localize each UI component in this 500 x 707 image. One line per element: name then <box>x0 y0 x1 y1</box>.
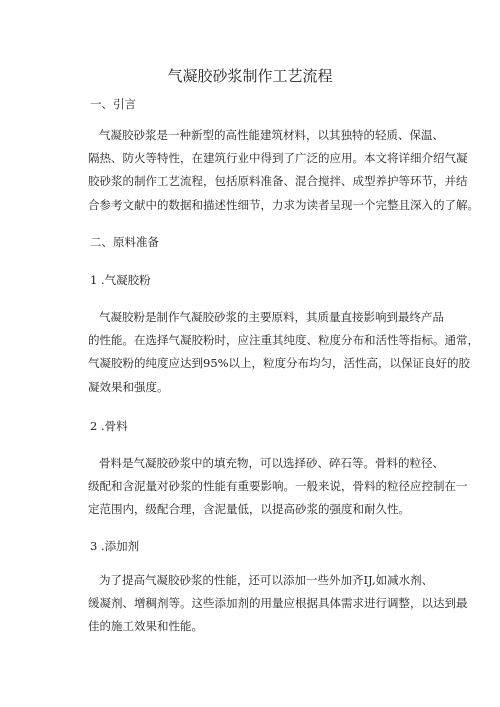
paragraph-line: 的性能。在选择气凝胶粉时，应注重其纯度、粒度分布和活性等指标。通常， <box>88 333 479 348</box>
paragraph-line: 胶砂浆的制作工艺流程，包括原料准备、混合搅拌、成型养护等环节，并结 <box>88 174 468 189</box>
document-title: 气凝胶砂浆制作工艺流程 <box>167 67 333 85</box>
paragraph-line: 隔热、防火等特性，在建筑行业中得到了广泛的应用。本文将详细介绍气凝 <box>88 151 468 166</box>
paragraph-line: 气凝胶粉是制作气凝胶砂浆的主要原料，其质量直接影响到最终产品 <box>99 310 444 324</box>
paragraph-line: 骨料是气凝胶砂浆中的填充物，可以选择砂、碎石等。骨料的粒径、 <box>99 456 444 470</box>
paragraph-line: 凝效果和强度。 <box>88 379 169 394</box>
paragraph-line: 气凝胶砂浆是一种新型的高性能建筑材料，以其独特的轻质、保温、 <box>99 128 444 142</box>
paragraph-line: 级配和含泥量对砂浆的性能有重要影响。一般来说，骨料的粒径应控制在一 <box>88 479 468 494</box>
paragraph-line: 气凝胶粉的纯度应达到95%以上，粒度分布均匀，活性高，以保证良好的胶 <box>88 356 471 371</box>
paragraph-additives <box>88 569 468 639</box>
paragraph-introduction <box>88 124 479 217</box>
paragraph-aerogel-powder <box>88 306 479 399</box>
paragraph-line: 缓凝剂、增稠剂等。这些添加剂的用量应根据具体需求进行调整，以达到最 <box>88 596 468 611</box>
section-heading-raw-materials: 二、原料准备 <box>90 235 159 249</box>
paragraph-line: 定范围内，级配合理，含泥量低，以提高砂浆的强度和耐久性。 <box>88 502 410 517</box>
paragraph-line: 为了提高气凝胶砂浆的性能，还可以添加一些外加齐IJ,如减水剂、 <box>99 573 434 587</box>
paragraph-aggregate <box>88 452 468 522</box>
subsection-heading-additives: 3 .添加剂 <box>90 539 140 553</box>
subsection-heading-aerogel-powder: 1 .气凝胶粉 <box>90 273 151 287</box>
section-heading-introduction: 一、引言 <box>90 97 136 111</box>
subsection-heading-aggregate: 2 .骨料 <box>90 419 128 433</box>
paragraph-line: 合参考文献中的数据和描述性细节，力求为读者呈现一个完整且深入的了解。 <box>88 197 479 212</box>
paragraph-line: 佳的施工效果和性能。 <box>88 619 203 634</box>
